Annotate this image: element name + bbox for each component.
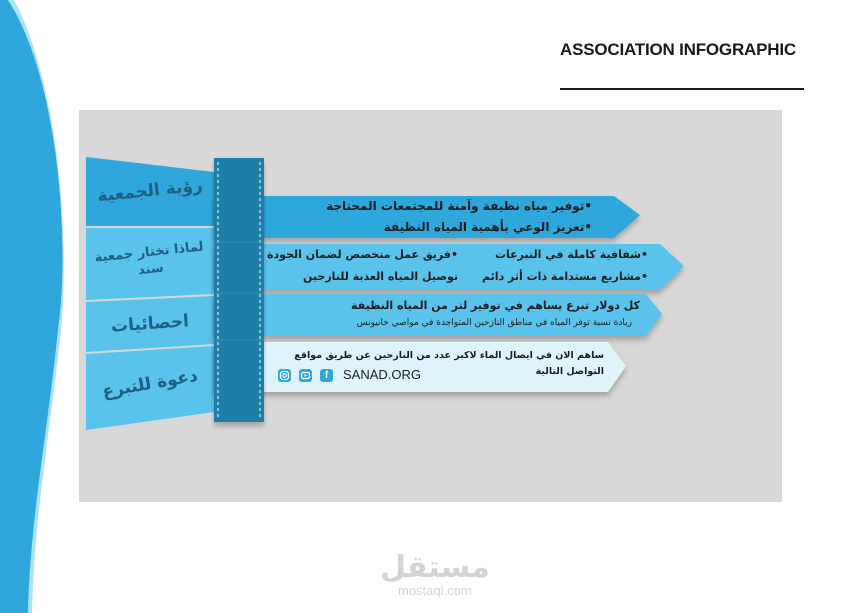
row3-label: احصائيات [110,311,190,337]
youtube-icon[interactable] [299,369,312,382]
row1-label: رؤية الجمعية [96,175,204,207]
facebook-icon[interactable]: f [320,369,333,382]
row4-label: دعوة للتبرع [100,365,200,403]
row2-item3: •مشاريع مستدامة ذات أثر دائم [482,270,648,283]
row4-line2: التواصل التالية [535,366,604,377]
row2-item1: •شفافية كاملة في التبرعات [494,248,648,261]
row2-label-line2: سند [137,260,165,279]
website-url[interactable]: SANAD.ORG [343,367,422,382]
row2-item2: •فريق عمل متخصص لضمان الجودة [267,248,458,261]
page-title: ASSOCIATION INFOGRAPHIC [560,40,796,59]
instagram-icon[interactable] [278,369,291,382]
watermark-arabic: مستقل [380,550,490,585]
row1-line1: •توفير مياه نظيفة وآمنة للمجتمعات المحتاجة [326,199,592,213]
row2-item4: توصيل المياه العذبة للنازحين [303,270,458,283]
row3-line2: زيادة نسبة توفر المياه في مناطق النازحين المتواجدة في مواصي خانيونس [356,318,632,328]
row3-line1: كل دولار تبرع يساهم في توفير لتر من المياه النظيفة [350,299,640,312]
watermark-latin: mostaql.com [398,583,472,598]
row1-line2: •تعزيز الوعي بأهمية المياه النظيفة [383,220,592,234]
watermark [380,550,490,598]
row2-label-line1: لماذا تختار جمعية [94,239,205,266]
row4-line1: ساهم الان في ايصال الماء لاكبر عدد من النازحين عن طريق مواقع [294,350,604,361]
central-bar [214,158,264,422]
